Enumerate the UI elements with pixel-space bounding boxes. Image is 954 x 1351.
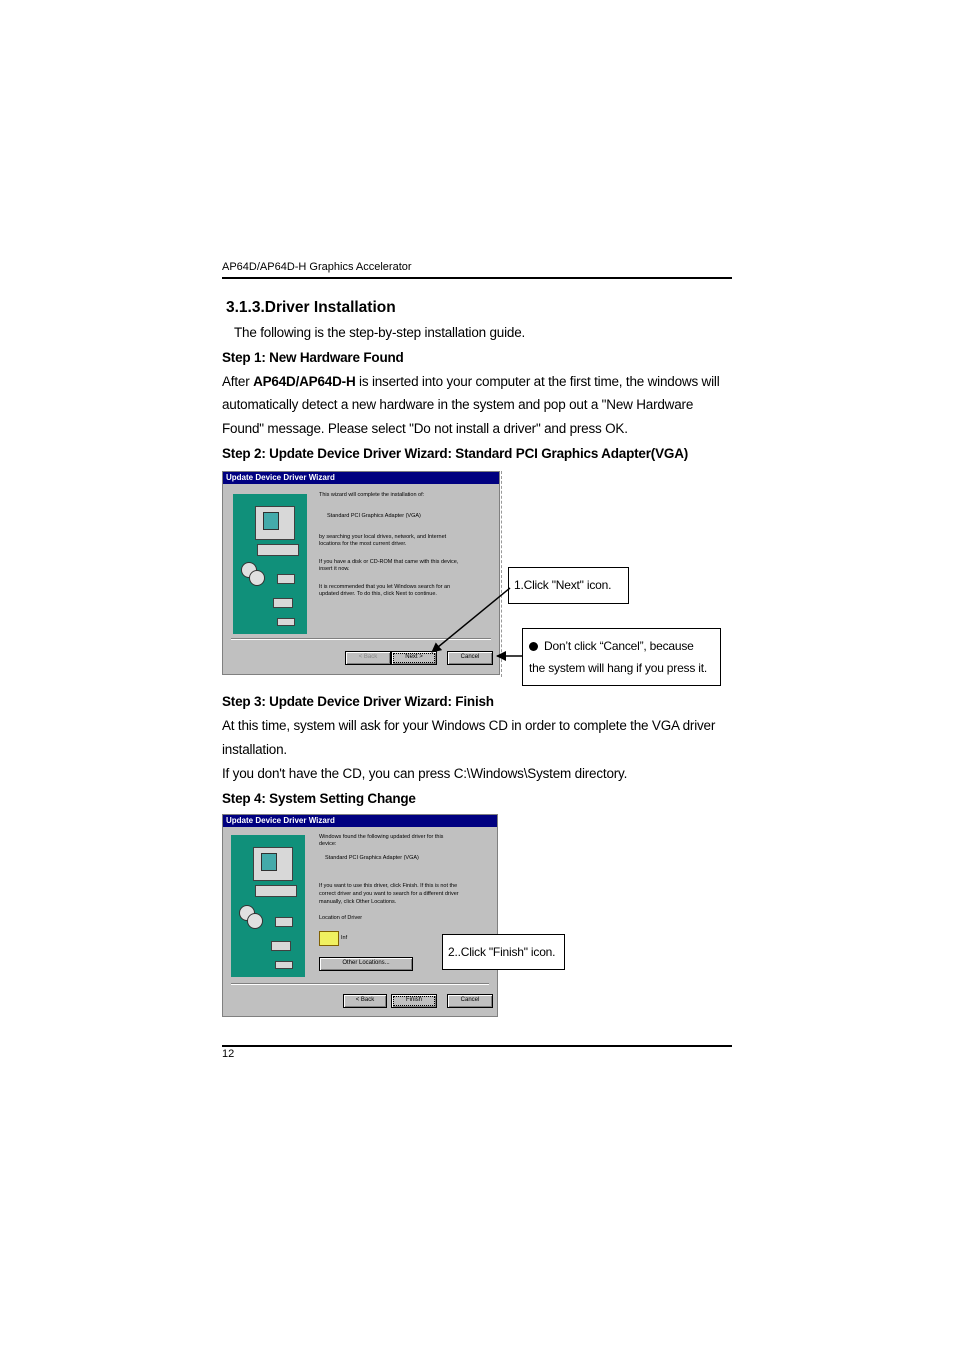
step4-title: Step 4: System Setting Change xyxy=(222,791,416,806)
running-header: AP64D/AP64D-H Graphics Accelerator xyxy=(222,261,412,273)
wizard-dialog-step4 xyxy=(222,814,498,1017)
finish-text-1: Windows found the following updated driver for this xyxy=(319,834,444,840)
callout-cancel-line2: the system will hang if you press it. xyxy=(529,661,708,675)
next-button[interactable]: Next > xyxy=(391,651,437,665)
wizard-text-5: insert it now. xyxy=(319,566,350,572)
location-label: Location of Driver xyxy=(319,915,363,921)
keyboard-icon-2 xyxy=(255,885,297,897)
step3-line3: If you don't have the CD, you can press C:\Windows\System directory. xyxy=(222,766,628,781)
step3-line2: installation. xyxy=(222,742,287,757)
wizard-text-1: This wizard will complete the installation of: xyxy=(319,492,425,498)
section-title: 3.1.3.Driver Installation xyxy=(226,299,396,316)
wizard-text-3: locations for the most current driver. xyxy=(319,541,407,547)
other-locations-button[interactable]: Other Locations... xyxy=(319,957,413,971)
finish-text-2: device: xyxy=(319,841,337,847)
step2-title: Step 2: Update Device Driver Wizard: Standard PCI Graphics Adapter(VGA) xyxy=(222,446,689,461)
cancel-button[interactable]: Cancel xyxy=(447,651,493,665)
callout-click-next: 1.Click "Next" icon. xyxy=(508,567,629,604)
wizard-illustration-2 xyxy=(231,835,305,977)
folder-icon xyxy=(319,931,339,946)
footer-rule xyxy=(222,1045,732,1047)
finish-button[interactable]: Finish xyxy=(391,994,437,1008)
back-button-2[interactable]: < Back xyxy=(343,994,387,1008)
back-button[interactable]: < Back xyxy=(345,651,391,665)
step1-line3: Found" message. Please select "Do not install a driver" and press OK. xyxy=(222,421,628,436)
step1-line2: automatically detect a new hardware in the system and pop out a "New Hardware xyxy=(222,397,694,412)
dialog-title-bar-2: Update Device Driver Wizard xyxy=(223,815,497,827)
dialog-title-bar: Update Device Driver Wizard xyxy=(223,472,499,484)
wizard-text-4: If you have a disk or CD-ROM that came with this device, xyxy=(319,559,459,565)
wizard-text-7: updated driver. To do this, click Next to continue. xyxy=(319,591,437,597)
step1-line1-post: is inserted into your computer at the first time, the windows will xyxy=(355,374,720,389)
finish-device-name: Standard PCI Graphics Adapter (VGA) xyxy=(325,855,419,861)
disc-icon-4 xyxy=(247,913,263,929)
step3-title: Step 3: Update Device Driver Wizard: Finish xyxy=(222,694,494,709)
wizard-text-2: by searching your local drives, network, and Internet xyxy=(319,534,447,540)
finish-text-3: If you want to use this driver, click Finish. If this is not the xyxy=(319,883,458,889)
arrow-to-next xyxy=(432,588,510,652)
page-number: 12 xyxy=(222,1048,235,1060)
step1-line1-pre: After xyxy=(222,374,254,389)
product-name: AP64D/AP64D-H xyxy=(253,374,356,389)
network-icon-2 xyxy=(271,941,291,951)
screen-icon-2 xyxy=(261,853,277,871)
finish-text-4: correct driver and you want to search for a different driver xyxy=(319,891,459,897)
dialog-separator-2 xyxy=(231,983,489,985)
floppy-icon-2 xyxy=(275,917,293,927)
callout-click-finish: 2..Click "Finish" icon. xyxy=(442,934,565,970)
wizard-text-6: It is recommended that you let Windows search for an xyxy=(319,584,451,590)
intro-text: The following is the step-by-step installation guide. xyxy=(234,325,526,340)
finish-text-5: manually, click Other Locations. xyxy=(319,899,397,905)
cancel-button-2[interactable]: Cancel xyxy=(447,994,493,1008)
location-value: Inf xyxy=(341,935,348,941)
callout-cancel-text1: Don’t click “Cancel”, because xyxy=(544,639,694,653)
step1-title: Step 1: New Hardware Found xyxy=(222,350,404,365)
wizard-device-name: Standard PCI Graphics Adapter (VGA) xyxy=(327,513,421,519)
drive-icon-2 xyxy=(275,961,293,969)
step3-line1: At this time, system will ask for your Windows CD in order to complete the VGA driver xyxy=(222,718,716,733)
